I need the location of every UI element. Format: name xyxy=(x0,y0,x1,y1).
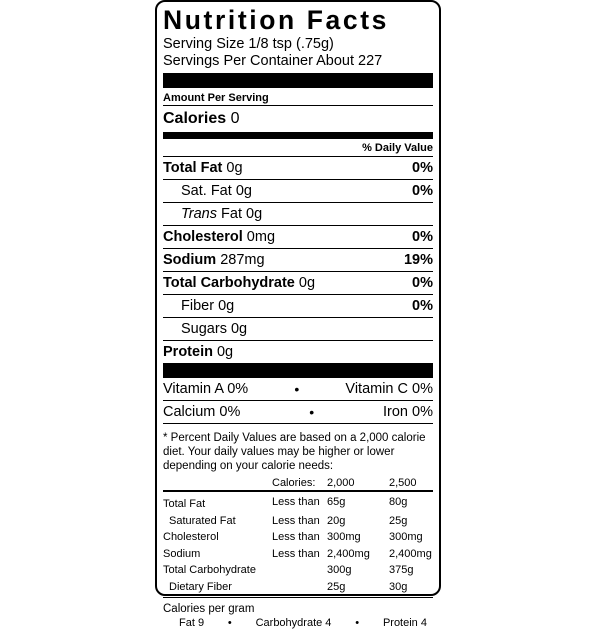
dv-cell: 65g xyxy=(327,496,346,509)
servings-per-container: Servings Per Container About 227 xyxy=(163,53,383,69)
dv-header-cell: Calories: xyxy=(272,475,327,491)
vitamin-left: Vitamin A 0% xyxy=(163,381,249,397)
nutrient-amount: 0mg xyxy=(246,229,276,245)
dv-cell: Total Fat xyxy=(163,498,206,511)
dv-table-row xyxy=(163,546,433,563)
label-title: Nutrition Facts xyxy=(163,5,389,35)
nutrient-row xyxy=(163,202,433,225)
dv-cell: Less than xyxy=(272,514,320,527)
serving-size: Serving Size 1/8 tsp (.75g) xyxy=(163,36,334,52)
dv-cell: Dietary Fiber xyxy=(169,580,232,593)
calories-per-gram-breakdown xyxy=(163,616,433,630)
nutrient-amount: 0g xyxy=(216,344,234,360)
nutrient-name xyxy=(163,157,243,179)
nutrient-percent: 19% xyxy=(403,252,433,268)
nutrient-name xyxy=(163,180,252,202)
nutrient-row xyxy=(163,156,433,179)
dv-cell: 25g xyxy=(389,514,408,527)
nutrient-row xyxy=(163,317,433,340)
dv-cell: 375g xyxy=(389,564,414,577)
dv-cell xyxy=(272,579,327,596)
nutrient-name xyxy=(163,226,275,248)
dv-cell: Less than xyxy=(272,547,320,560)
calories-per-gram-item: Fat 9 xyxy=(179,617,205,629)
dv-header-cell: 2,500 xyxy=(389,475,433,491)
dv-cell: Less than xyxy=(272,496,320,509)
dv-table-row xyxy=(163,562,433,579)
nutrient-amount: 0g xyxy=(298,275,316,291)
dv-header-cell: 2,000 xyxy=(327,475,389,491)
nutrient-percent: 0% xyxy=(412,229,433,245)
vitamin-row xyxy=(163,400,433,423)
dv-cell: Sodium xyxy=(163,547,201,560)
calories-per-gram-item: Protein 4 xyxy=(382,617,427,629)
vitamin-right: Iron 0% xyxy=(383,404,433,420)
vitamin-list xyxy=(163,378,433,423)
dv-cell: 20g xyxy=(327,514,346,527)
nutrient-percent: 0% xyxy=(412,275,433,291)
nutrient-amount: 0g xyxy=(246,206,263,222)
nutrient-name-text: Total Carbohydrate xyxy=(163,275,295,291)
amount-per-serving: Amount Per Serving xyxy=(163,92,269,104)
nutrient-row xyxy=(163,248,433,271)
vitamin-right: Vitamin C 0% xyxy=(345,381,433,397)
nutrient-amount: 0g xyxy=(218,298,235,314)
calories-label: Calories xyxy=(163,110,227,127)
vitamin-left: Calcium 0% xyxy=(163,404,241,420)
nutrient-name-italic: Trans xyxy=(181,206,217,222)
dv-cell: 25g xyxy=(327,580,346,593)
thick-divider xyxy=(163,73,433,88)
dv-cell: 300mg xyxy=(389,531,423,544)
nutrient-name-text: Total Fat xyxy=(163,160,223,176)
nutrient-name-text: Cholesterol xyxy=(163,229,243,245)
nutrient-name xyxy=(163,249,265,271)
dv-cell: Saturated Fat xyxy=(169,514,236,527)
dv-table-row xyxy=(163,513,433,530)
nutrient-row xyxy=(163,294,433,317)
nutrient-list xyxy=(163,156,433,363)
nutrient-name xyxy=(163,295,234,317)
nutrient-percent: 0% xyxy=(412,160,433,176)
nutrient-name xyxy=(163,341,233,363)
dv-header-cell xyxy=(163,475,272,491)
daily-value-header: % Daily Value xyxy=(362,142,433,154)
nutrient-row xyxy=(163,271,433,294)
nutrient-amount: 0g xyxy=(230,321,248,337)
dv-cell: Total Carbohydrate xyxy=(163,564,256,577)
nutrient-percent: 0% xyxy=(412,183,433,199)
nutrient-name-text: Sat. Fat xyxy=(181,183,232,199)
footnote: * Percent Daily Values are based on a 2,000 calorie diet. Your daily values may be higher or lower depending on your calorie needs: xyxy=(163,423,433,473)
dv-cell: 2,400mg xyxy=(327,547,370,560)
nutrient-amount: 287mg xyxy=(220,252,265,268)
calories-row xyxy=(163,105,433,132)
nutrient-name xyxy=(163,318,247,340)
dv-cell: Cholesterol xyxy=(163,531,219,544)
dv-table-header xyxy=(163,475,433,491)
dv-cell: 300mg xyxy=(327,531,361,544)
nutrient-name-text: Sodium xyxy=(163,252,217,268)
nutrient-name-text: Fiber xyxy=(181,298,215,314)
bullet-separator: • xyxy=(355,617,360,629)
dv-table-row xyxy=(163,529,433,546)
nutrient-row xyxy=(163,225,433,248)
nutrient-name-suffix: Fat xyxy=(221,206,242,222)
nutrient-row xyxy=(163,340,433,363)
dv-cell: 2,400mg xyxy=(389,547,432,560)
nutrition-facts-label xyxy=(155,0,441,629)
dv-table-row xyxy=(163,491,433,513)
nutrient-amount: 0g xyxy=(235,183,252,199)
bullet-separator: • xyxy=(309,404,315,420)
bullet-separator: • xyxy=(294,381,300,397)
nutrient-name xyxy=(163,203,262,225)
dv-cell xyxy=(272,562,327,579)
nutrient-name-text: Protein xyxy=(163,344,213,360)
calories-per-gram-item: Carbohydrate 4 xyxy=(255,617,332,629)
dv-cell: 300g xyxy=(327,564,352,577)
nutrient-percent: 0% xyxy=(412,298,433,314)
thick-divider-2 xyxy=(163,363,433,378)
dv-cell: 30g xyxy=(389,580,408,593)
nutrient-amount: 0g xyxy=(226,160,243,176)
bullet-separator: • xyxy=(227,617,232,629)
dv-table-row xyxy=(163,579,433,596)
daily-values-table xyxy=(163,475,433,595)
nutrient-name xyxy=(163,272,315,294)
medium-divider xyxy=(163,132,433,139)
vitamin-row xyxy=(163,378,433,400)
calories-value: 0 xyxy=(230,110,240,127)
calories-per-gram-label: Calories per gram xyxy=(163,597,433,616)
dv-cell: 80g xyxy=(389,496,408,509)
nutrient-name-text: Sugars xyxy=(181,321,227,337)
dv-cell: Less than xyxy=(272,531,320,544)
nutrient-row xyxy=(163,179,433,202)
